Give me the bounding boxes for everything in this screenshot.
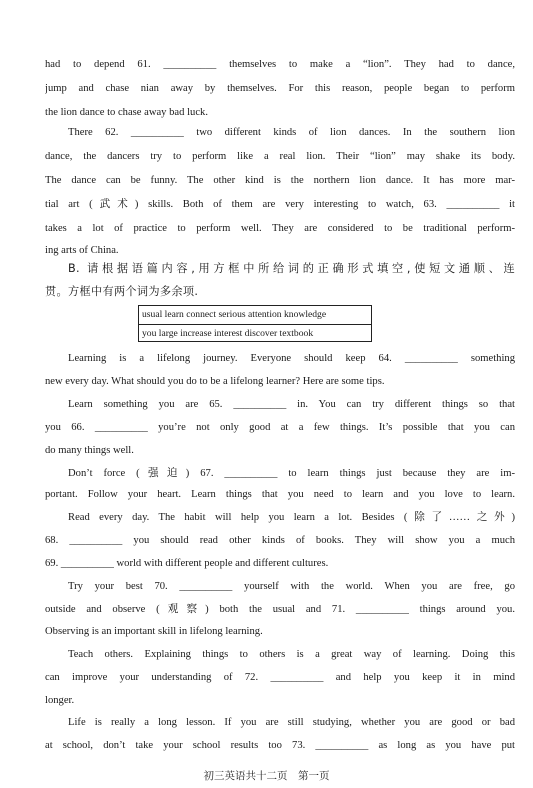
text-line: new every day. What should you do to be a lifelong learner? Here are some tips. xyxy=(45,376,385,387)
page-footer: 初三英语共十二页 第一页 xyxy=(203,770,330,782)
text-line: There 62. __________ two different kinds of lion dances. In the southern lion xyxy=(68,127,515,138)
text-line: dance, the dancers try to perform like a real lion. Their “lion” may shake its body. xyxy=(45,151,515,162)
text-line: tial art (武术) skills. Both of them are very interesting to watch, 63. __________ it xyxy=(45,199,515,210)
section-heading: B. 请根据语篇内容,用方框中所给词的正确形式填空,使短文通顺、连 xyxy=(68,262,515,275)
text-line: Learning is a lifelong journey. Everyone should keep 64. __________ something xyxy=(68,353,515,364)
text-line: Don’t force (强迫) 67. __________ to learn things just because they are im- xyxy=(68,468,515,479)
text-line: Teach others. Explaining things to others is a great way of learning. Doing this xyxy=(68,649,515,660)
text-line: do many things well. xyxy=(45,445,134,456)
section-heading: 贯。方框中有两个词为多余项. xyxy=(45,285,199,298)
text-line: you 66. __________ you’re not only good at a few things. It’s possible that you can xyxy=(45,422,515,433)
text-line: at school, don’t take your school results too 73. __________ as long as you have put xyxy=(45,740,515,751)
text-line: can improve your understanding of 72. __________ and help you keep it in mind xyxy=(45,672,515,683)
text-line: Try your best 70. __________ yourself with the world. When you are free, go xyxy=(68,581,515,592)
text-line: the lion dance to chase away bad luck. xyxy=(45,107,208,118)
text-line: ing arts of China. xyxy=(45,245,119,256)
word-box-divider xyxy=(139,324,371,325)
text-line: 68. __________ you should read other kinds of books. They will show you a much xyxy=(45,535,515,546)
word-box-row: usual learn connect serious attention knowledge xyxy=(142,309,327,320)
text-line: outside and observe (观察) both the usual and 71. __________ things around you. xyxy=(45,604,515,615)
text-line: Observing is an important skill in lifelong learning. xyxy=(45,626,263,637)
text-line: had to depend 61. __________ themselves to make a “lion”. They had to dance, xyxy=(45,59,515,70)
text-line: 69. __________ world with different people and different cultures. xyxy=(45,558,329,569)
text-line: longer. xyxy=(45,695,75,706)
text-line: Read every day. The habit will help you learn a lot. Besides (除了……之外) xyxy=(68,512,515,523)
word-box-row: you large increase interest discover textbook xyxy=(142,328,314,339)
text-line: Life is really a long lesson. If you are still studying, whether you are good or bad xyxy=(68,717,515,728)
text-line: jump and chase nian away by themselves. For this reason, people began to perform xyxy=(45,83,515,94)
text-line: Learn something you are 65. __________ in. You can try different things so that xyxy=(68,399,515,410)
text-line: takes a lot of practice to perform well. They are considered to be traditional perform- xyxy=(45,223,515,234)
text-line: The dance can be funny. The other kind is the northern lion dance. It has more mar- xyxy=(45,175,515,186)
text-line: portant. Follow your heart. Learn things that you need to learn and you love to learn. xyxy=(45,489,515,500)
word-box xyxy=(138,305,372,342)
